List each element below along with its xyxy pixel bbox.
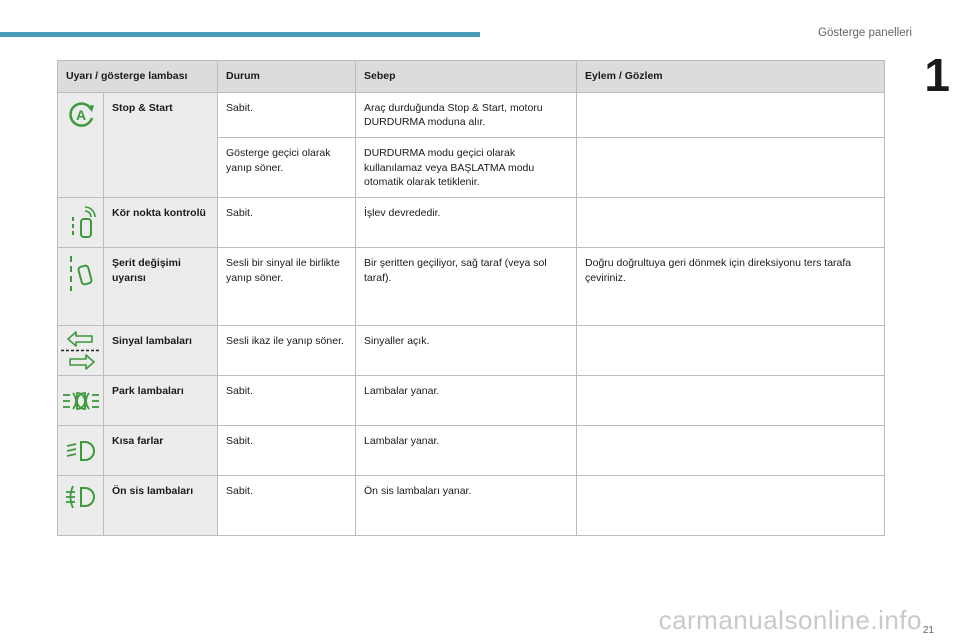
status-cell: Sabit.: [218, 476, 356, 536]
status-cell: Sabit.: [218, 376, 356, 426]
table-row: [58, 476, 885, 536]
svg-text:A: A: [75, 107, 86, 123]
turn-signal-icon: [58, 331, 103, 370]
section-title: Gösterge panelleri: [818, 27, 912, 39]
lamp-name: Ön sis lambaları: [104, 476, 218, 536]
cause-cell: Ön sis lambaları yanar.: [356, 476, 577, 536]
status-cell: Sesli ikaz ile yanıp söner.: [218, 326, 356, 376]
table-row: [58, 326, 885, 376]
action-cell: [577, 138, 885, 198]
action-cell: [577, 376, 885, 426]
action-cell: [577, 476, 885, 536]
lamp-name: Kör nokta kontrolü: [104, 198, 218, 248]
table-row: [58, 93, 885, 138]
lane-change-cell: [58, 248, 104, 326]
action-cell: [577, 198, 885, 248]
status-cell: Sabit.: [218, 198, 356, 248]
chapter-number: 1: [924, 49, 950, 101]
table-header-row: [58, 61, 885, 93]
front-fog-icon: [58, 484, 103, 510]
lamp-name: Kısa farlar: [104, 426, 218, 476]
cause-cell: Araç durduğunda Stop & Start, motoru DURDURMA moduna alır.: [356, 93, 577, 138]
table-row: [58, 426, 885, 476]
page-number: 21: [922, 625, 934, 636]
front-fog-cell: [58, 476, 104, 536]
action-cell: [577, 326, 885, 376]
table-row: [58, 376, 885, 426]
action-cell: [577, 93, 885, 138]
dipped-beam-icon: [58, 439, 103, 463]
status-cell: Gösterge geçici olarak yanıp söner.: [218, 138, 356, 198]
lane-change-icon: [58, 254, 103, 292]
lamp-name: Park lambaları: [104, 376, 218, 426]
column-header-action: Eylem / Gözlem: [577, 61, 885, 93]
dipped-beam-cell: [58, 426, 104, 476]
stop-start-cell: [58, 93, 104, 198]
cause-cell: Bir şeritten geçiliyor, sağ taraf (veya sol taraf).: [356, 248, 577, 326]
column-header-status: Durum: [218, 61, 356, 93]
cause-cell: DURDURMA modu geçici olarak kullanılamaz veya BAŞLATMA modu otomatik olarak tetiklenir.: [356, 138, 577, 198]
lamp-name: Sinyal lambaları: [104, 326, 218, 376]
lamp-name: Şerit değişimi uyarısı: [104, 248, 218, 326]
table-row: [58, 198, 885, 248]
blind-spot-icon: [58, 205, 103, 241]
lamp-name: Stop & Start: [104, 93, 218, 198]
column-header-lamp: Uyarı / gösterge lambası: [58, 61, 218, 93]
blind-spot-cell: [58, 198, 104, 248]
status-cell: Sesli bir sinyal ile birlikte yanıp söner.: [218, 248, 356, 326]
stop-start-icon: [58, 101, 103, 127]
cause-cell: Lambalar yanar.: [356, 376, 577, 426]
header-accent-bar: [0, 32, 480, 37]
turn-signal-cell: [58, 326, 104, 376]
watermark: carmanualsonline.info: [658, 605, 922, 635]
table-row: [58, 248, 885, 326]
parking-lamp-cell: [58, 376, 104, 426]
status-cell: Sabit.: [218, 93, 356, 138]
action-cell: [577, 426, 885, 476]
cause-cell: İşlev devrededir.: [356, 198, 577, 248]
cause-cell: Sinyaller açık.: [356, 326, 577, 376]
status-cell: Sabit.: [218, 426, 356, 476]
cause-cell: Lambalar yanar.: [356, 426, 577, 476]
parking-lamp-icon: [58, 390, 103, 412]
action-cell: Doğru doğrultuya geri dönmek için direksiyonu ters tarafa çeviriniz.: [577, 248, 885, 326]
warning-lamps-table: [57, 60, 885, 536]
column-header-cause: Sebep: [356, 61, 577, 93]
